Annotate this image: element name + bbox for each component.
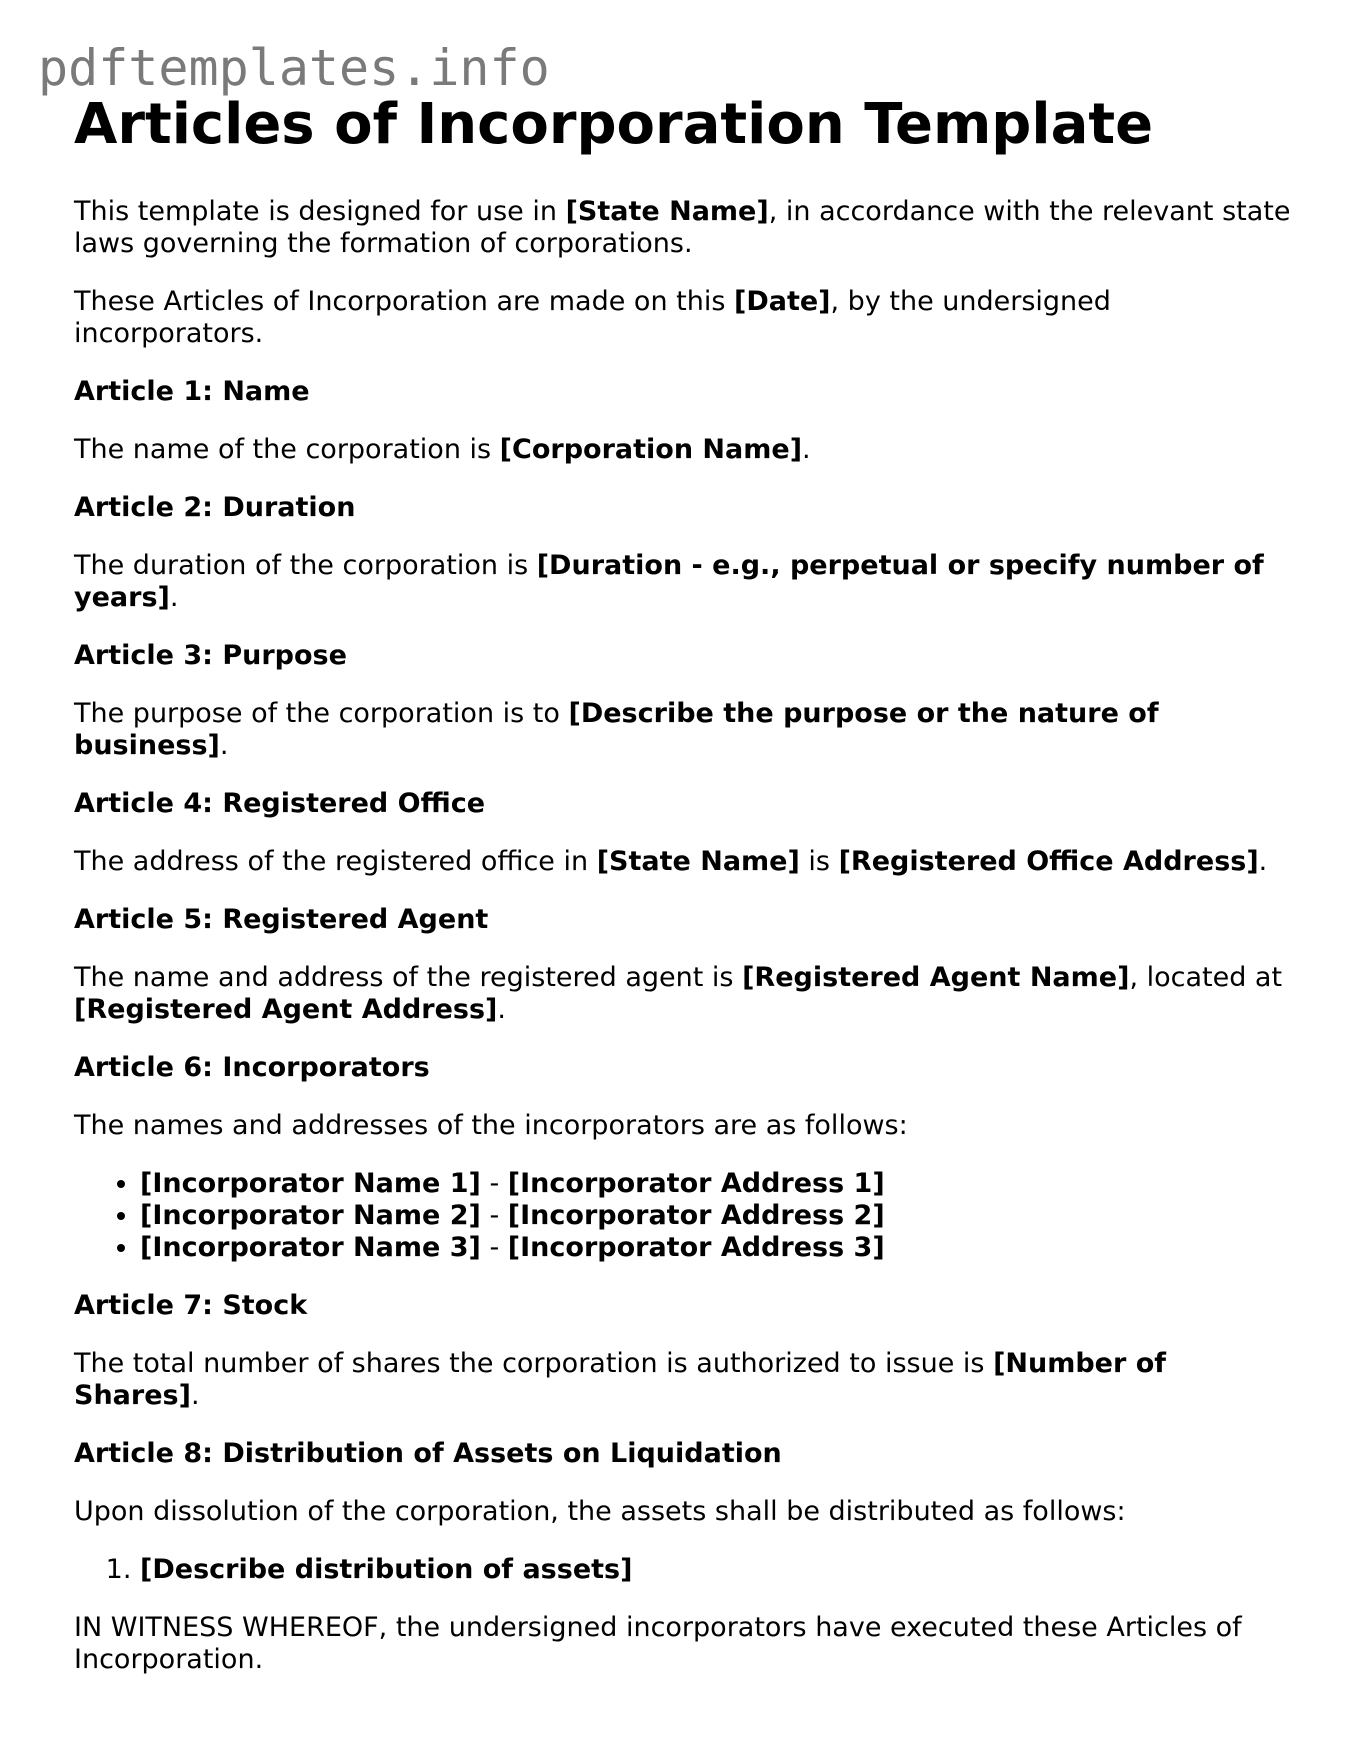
list-item: • [Incorporator Name 2] - [Incorporator Address 2] [140,1200,1294,1232]
article-6-heading: Article 6: Incorporators [74,1052,430,1083]
article-7-text: The total number of shares the corporation is authorized to issue is [Number of Shares]. [74,1348,1167,1411]
article-7-heading: Article 7: Stock [74,1290,308,1321]
article-2-heading: Article 2: Duration [74,492,356,523]
watermark: pdftemplates.info [38,39,550,97]
page-title: Articles of Incorporation Template [74,92,1154,157]
article-8-text: Upon dissolution of the corporation, the assets shall be distributed as follows: [74,1496,1126,1527]
article-4-heading: Article 4: Registered Office [74,788,486,819]
witness-paragraph: IN WITNESS WHEREOF, the undersigned incorporators have executed these Articles of Incorporation. [74,1612,1242,1675]
placeholder-number-of-shares: [Number of Shares] [74,1348,1167,1411]
document-page [74,92,1294,1702]
placeholder-duration: [Duration - e.g., perpetual or specify number of years] [74,550,1264,613]
list-item: 1. [Describe distribution of assets] [140,1554,1294,1586]
article-3-heading: Article 3: Purpose [74,640,347,671]
placeholder-registered-agent-address: [Registered Agent Address] [74,994,498,1025]
placeholder-purpose: [Describe the purpose or the nature of business] [74,698,1159,761]
article-1-text: The name of the corporation is [Corporation Name]. [74,434,811,465]
placeholder-state-name: [State Name] [596,846,800,877]
article-8-heading: Article 8: Distribution of Assets on Liquidation [74,1438,782,1469]
placeholder-corporation-name: [Corporation Name] [499,434,803,465]
placeholder-registered-office-address: [Registered Office Address] [838,846,1259,877]
list-item: • [Incorporator Name 3] - [Incorporator Address 3] [140,1232,1294,1264]
article-1-heading: Article 1: Name [74,376,310,407]
intro-paragraph-1: This template is designed for use in [State Name], in accordance with the relevant state laws governing the formation of corporations. [74,196,1291,259]
placeholder-registered-agent-name: [Registered Agent Name] [742,962,1130,993]
article-3-text: The purpose of the corporation is to [Describe the purpose or the nature of business]. [74,698,1159,761]
list-item: • [Incorporator Name 1] - [Incorporator Address 1] [140,1168,1294,1200]
article-2-text: The duration of the corporation is [Duration - e.g., perpetual or specify number of years]. [74,550,1264,613]
article-4-text: The address of the registered office in [State Name] is [Registered Office Address]. [74,846,1268,877]
placeholder-state-name: [State Name] [565,196,769,227]
article-5-heading: Article 5: Registered Agent [74,904,489,935]
article-5-text: The name and address of the registered agent is [Registered Agent Name], located at [Registered Agent Address]. [74,962,1283,1025]
distribution-list [74,1554,1294,1586]
article-6-text: The names and addresses of the incorporators are as follows: [74,1110,908,1141]
placeholder-date: [Date] [733,286,831,317]
incorporators-list [74,1168,1294,1264]
intro-paragraph-2: These Articles of Incorporation are made on this [Date], by the undersigned incorporators. [74,286,1111,349]
